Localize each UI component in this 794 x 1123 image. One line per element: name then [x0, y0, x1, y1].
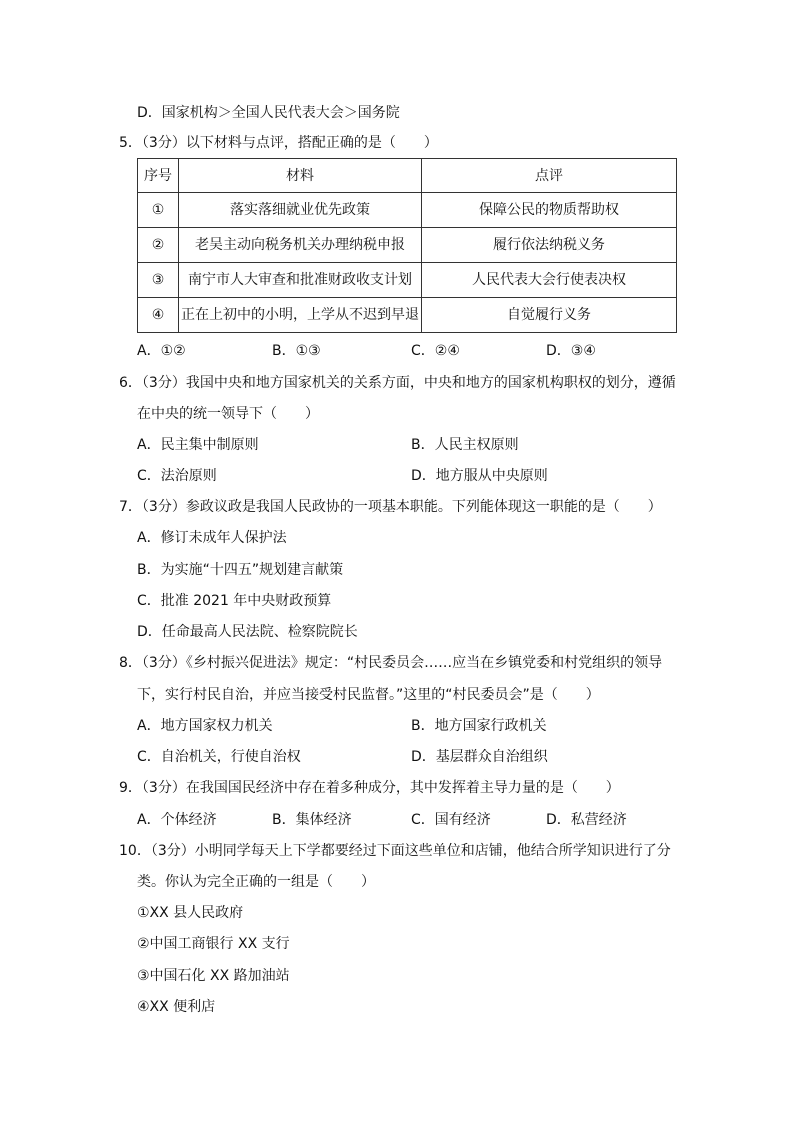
q10-item-4: ④XX 便利店	[137, 999, 216, 1015]
q9-option-c: C．国有经济	[411, 812, 491, 828]
q5-option-b: B．①③	[272, 343, 321, 359]
row-comment: 保障公民的物质帮助权	[422, 193, 677, 228]
row-comment: 自觉履行义务	[422, 298, 677, 333]
q5-table	[137, 158, 677, 333]
q10-item-3: ③中国石化 XX 路加油站	[137, 968, 290, 984]
q7-option-a: A．修订未成年人保护法	[137, 530, 287, 546]
q9-stem: 9．（3分）在我国国民经济中存在着多种成分，其中发挥着主导力量的是（ ）	[119, 780, 620, 796]
q7-option-b: B．为实施“十四五”规划建言献策	[137, 562, 344, 578]
q9-option-b: B．集体经济	[272, 812, 352, 828]
q8-stem-line1: 8．（3分）《乡村振兴促进法》规定：“村民委员会……应当在乡镇党委和村党组织的领导	[119, 655, 663, 671]
row-material: 正在上初中的小明，上学从不迟到早退	[179, 298, 422, 333]
q8-option-d: D．基层群众自治组织	[411, 749, 548, 765]
q8-stem-line2: 下，实行村民自治，并应当接受村民监督。”这里的“村民委员会”是（ ）	[137, 687, 600, 703]
row-no: ①	[138, 193, 179, 228]
q10-item-2: ②中国工商银行 XX 支行	[137, 936, 290, 952]
q10-stem-line1: 10．（3分）小明同学每天上下学都要经过下面这些单位和店铺，他结合所学知识进行了分	[119, 843, 671, 859]
row-no: ③	[138, 263, 179, 298]
row-material: 老吴主动向税务机关办理纳税申报	[179, 228, 422, 263]
q10-item-1: ①XX 县人民政府	[137, 905, 244, 921]
table-row	[138, 193, 677, 228]
table-header-row	[138, 159, 677, 193]
header-comment: 点评	[422, 159, 677, 193]
q9-option-a: A．个体经济	[137, 812, 217, 828]
table-row	[138, 298, 677, 333]
q6-option-c: C．法治原则	[137, 468, 217, 484]
q9-option-d: D．私营经济	[546, 812, 627, 828]
row-material: 南宁市人大审查和批准财政收支计划	[179, 263, 422, 298]
q5-option-c: C．②④	[411, 343, 460, 359]
q6-stem-line2: 在中央的统一领导下（ ）	[137, 406, 319, 422]
q4-option-d: D．国家机构＞全国人民代表大会＞国务院	[137, 105, 400, 121]
q7-stem: 7．（3分）参政议政是我国人民政协的一项基本职能。下列能体现这一职能的是（ ）	[119, 499, 662, 515]
q7-option-d: D．任命最高人民法院、检察院院长	[137, 624, 358, 640]
q8-option-b: B．地方国家行政机关	[411, 718, 547, 734]
q7-option-c: C．批准 2021 年中央财政预算	[137, 593, 332, 609]
table-row	[138, 263, 677, 298]
q6-option-b: B．人民主权原则	[411, 437, 519, 453]
row-no: ②	[138, 228, 179, 263]
q8-option-a: A．地方国家权力机关	[137, 718, 273, 734]
q6-option-a: A．民主集中制原则	[137, 437, 259, 453]
row-no: ④	[138, 298, 179, 333]
q5-option-d: D．③④	[546, 343, 596, 359]
row-comment: 履行依法纳税义务	[422, 228, 677, 263]
q5-option-a: A．①②	[137, 343, 186, 359]
row-material: 落实落细就业优先政策	[179, 193, 422, 228]
header-material: 材料	[179, 159, 422, 193]
q5-stem: 5．（3分）以下材料与点评，搭配正确的是（ ）	[119, 135, 438, 151]
row-comment: 人民代表大会行使表决权	[422, 263, 677, 298]
table-row	[138, 228, 677, 263]
header-no: 序号	[138, 159, 179, 193]
q6-stem-line1: 6．（3分）我国中央和地方国家机关的关系方面，中央和地方的国家机构职权的划分，遵循	[119, 375, 676, 391]
q6-option-d: D．地方服从中央原则	[411, 468, 548, 484]
q10-stem-line2: 类。你认为完全正确的一组是（ ）	[137, 874, 375, 890]
q8-option-c: C．自治机关，行使自治权	[137, 749, 301, 765]
